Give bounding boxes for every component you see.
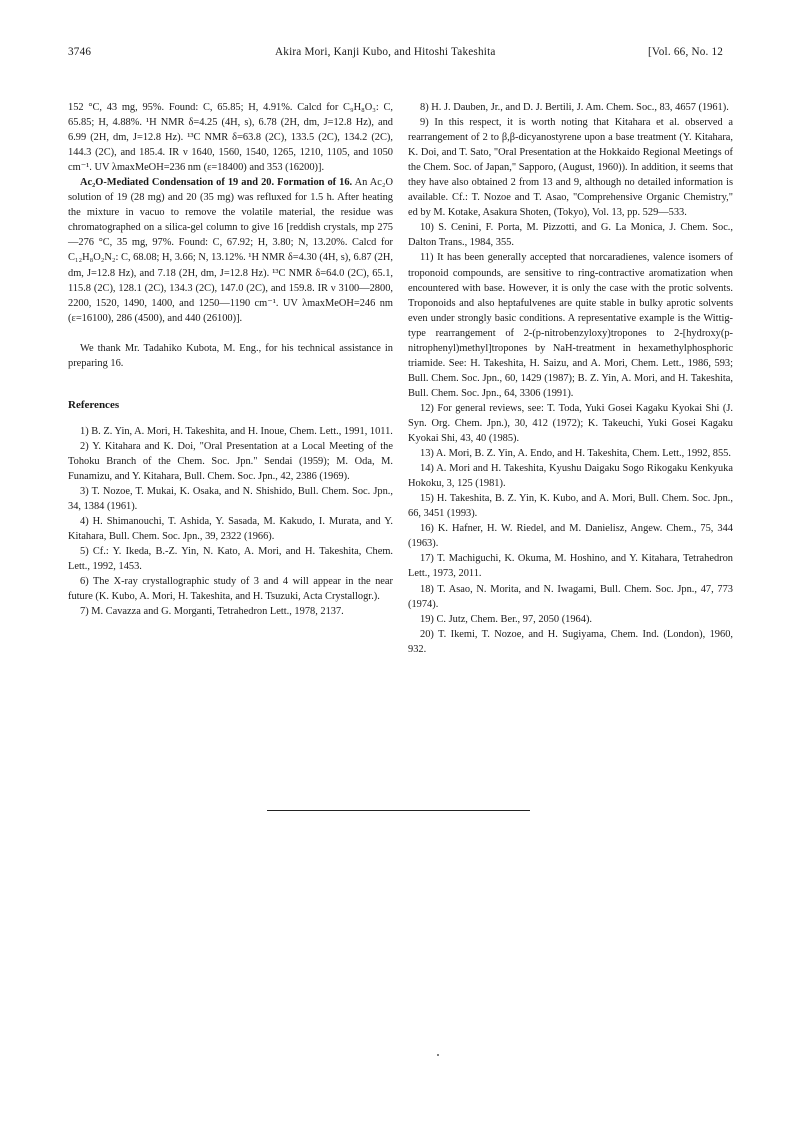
reference-item: 6) The X-ray crystallographic study of 3 and 4 will appear in the near future (K. Kubo, A. Mori, H. Takeshita, and H. Tsuzuki, Acta Crystallogr.).: [68, 576, 393, 603]
reference-item: 11) It has been generally accepted that norcaradienes, valence isomers of troponoid compounds, are sensitive to ring-contractive aromatization when encountered with base. However, it is only the case with the protic solvents. Troponoids and also heptafulvenes are quite stable in bulky aprotic solvents even under strongly basic conditions. A representative example is the Wittig-type rearrangement of 2-(p-nitrobenzyloxy)tropones to 2-[hydroxy(p-nitrophenyl)methyl]tropones by NaH-treatment in hexamethylphosphoric triamide. See: H. Takeshita, H. Saizu, and A. Mori, Chem. Lett., 1986, 593; Bull. Chem. Soc. Jpn., 60, 1429 (1987); B. Z. Yin, A. Mori, and H. Takeshita, Bull. Chem. Soc. Jpn., 64, 3306 (1991).: [408, 252, 733, 399]
reference-item: 15) H. Takeshita, B. Z. Yin, K. Kubo, and A. Mori, Bull. Chem. Soc. Jpn., 66, 3451 (1993).: [408, 493, 733, 520]
reference-item: 1) B. Z. Yin, A. Mori, H. Takeshita, and H. Inoue, Chem. Lett., 1991, 1011.: [80, 425, 393, 437]
references-heading: References: [68, 398, 120, 411]
reference-item: 4) H. Shimanouchi, T. Ashida, Y. Sasada, M. Kakudo, I. Murata, and Y. Kitahara, Bull. Chem. Soc. Jpn., 39, 2322 (1966).: [68, 516, 393, 543]
left-column: [68, 100, 393, 619]
acknowledgment: We thank Mr. Tadahiko Kubota, M. Eng., for his technical assistance in preparing 16.: [68, 342, 393, 369]
section-heading: Ac₂O-Mediated Condensation of 19 and 20. Formation of 16.: [80, 177, 353, 189]
reference-item: 2) Y. Kitahara and K. Doi, "Oral Presentation at a Local Meeting of the Tohoku Branch of the Chem. Soc. Jpn." Sendai (1959); M. Oda, M. Funamizu, and Y. Kitahara, Bull. Chem. Soc. Jpn., 42, 2386 (1969).: [68, 440, 393, 482]
reference-item: 7) M. Cavazza and G. Morganti, Tetrahedron Lett., 1978, 2137.: [80, 606, 344, 618]
reference-item: 20) T. Ikemi, T. Nozoe, and H. Sugiyama, Chem. Ind. (London), 1960, 932.: [408, 628, 733, 655]
right-column: [408, 100, 733, 657]
experimental-paragraph-1: 152 °C, 43 mg, 95%. Found: C, 65.85; H, 4.91%. Calcd for C₉H₈O₃: C, 65.85; H, 4.88%. ¹H NMR δ=4.25 (4H, s), 6.78 (2H, dm, J=12.8 Hz), and 6.99 (2H, dm, J=12.8 Hz). ¹³C NMR δ=63.8 (2C), 133.5 (2C), 134.2 (2C), 144.3 (2C), and 185.4. IR ν 1640, 1560, 1540, 1265, 1210, 1105, and 1050 cm⁻¹. UV λmaxMeOH=236 nm (ε=18400) and 353 (16200)].: [68, 102, 393, 174]
reference-item: 5) Cf.: Y. Ikeda, B.-Z. Yin, N. Kato, A. Mori, and H. Takeshita, Chem. Lett., 1992, 1453.: [68, 546, 393, 573]
reference-item: 10) S. Cenini, F. Porta, M. Pizzotti, and G. La Monica, J. Chem. Soc., Dalton Trans., 1984, 355.: [408, 222, 733, 249]
reference-item: 3) T. Nozoe, T. Mukai, K. Osaka, and N. Shishido, Bull. Chem. Soc. Jpn., 34, 1384 (1961).: [68, 486, 393, 513]
reference-item: 19) C. Jutz, Chem. Ber., 97, 2050 (1964).: [420, 613, 593, 625]
reference-item: 13) A. Mori, B. Z. Yin, A. Endo, and H. Takeshita, Chem. Lett., 1992, 855.: [420, 448, 731, 460]
section-body: An Ac₂O solution of 19 (28 mg) and 20 (35 mg) was refluxed for 1.5 h. After heating the mixture in vacuo to remove the volatile material, the residue was chromatographed on a silica-gel column to give 16 [reddish crystals, mp 275—276 °C, 35 mg, 97%. Found: C, 67.92; H, 3.80; N, 13.20%. Calcd for C₁₂H₈O₂N₂: C, 68.08; H, 3.66; N, 13.12%. ¹H NMR δ=4.30 (4H, s), 6.87 (2H, dm, J=12.8 Hz), and 7.18 (2H, dm, J=12.8 Hz). ¹³C NMR δ=64.0 (2C), 65.1, 115.8 (2C), 128.1 (2C), 134.3 (2C), 147.0 (2C), and 159.8. IR ν 3100—2800, 2200, 1520, 1490, 1400, and 1250—1190 cm⁻¹. UV λmaxMeOH=246 nm (ε=16100), 286 (4500), and 440 (26100)].: [68, 177, 393, 324]
reference-item: 12) For general reviews, see: T. Toda, Yuki Gosei Kagaku Kyokai Shi (J. Syn. Org. Chem. Jpn.), 30, 412 (1972); K. Takeuchi, Yuki Gosei Kagaku Kyokai Shi, 43, 40 (1985).: [408, 402, 733, 445]
reference-item: 14) A. Mori and H. Takeshita, Kyushu Daigaku Sogo Rikogaku Kenkyuka Hokoku, 3, 125 (1981).: [408, 463, 733, 490]
page-mark: [437, 1054, 439, 1056]
experimental-paragraph-2: [68, 175, 393, 325]
page-number: 3746: [68, 46, 92, 58]
end-rule: [267, 810, 530, 811]
reference-item: 16) K. Hafner, H. W. Riedel, and M. Danielisz, Angew. Chem., 75, 344 (1963).: [408, 523, 733, 550]
volume-info: [Vol. 66, No. 12: [648, 46, 724, 58]
reference-item: 17) T. Machiguchi, K. Okuma, M. Hoshino, and Y. Kitahara, Tetrahedron Lett., 1973, 2011.: [408, 553, 733, 580]
running-authors: Akira Mori, Kanji Kubo, and Hitoshi Takeshita: [275, 46, 496, 58]
reference-item: 9) In this respect, it is worth noting that Kitahara et al. observed a rearrangement of 2 to β,β-dicyanostyrene upon a base treatment (Y. Kitahara, K. Doi, and T. Sato, "Oral Presentation at the Hokkaido Regional Meetings of the Chem. Soc. of Japan," Sapporo, (August, 1960)). In addition, it seems that they have also obtained 2 from 13 and 9, although no detailed information is available. Cf.: T. Nozoe and T. Asao, "Comprehensive Organic Chemistry," ed by M. Kotake, Asakura Shoten, (Tokyo), Vol. 13, pp. 529—533.: [408, 117, 733, 219]
reference-item: 18) T. Asao, N. Morita, and N. Iwagami, Bull. Chem. Soc. Jpn., 47, 773 (1974).: [408, 583, 733, 610]
reference-item: 8) H. J. Dauben, Jr., and D. J. Bertili, J. Am. Chem. Soc., 83, 4657 (1961).: [420, 102, 729, 113]
